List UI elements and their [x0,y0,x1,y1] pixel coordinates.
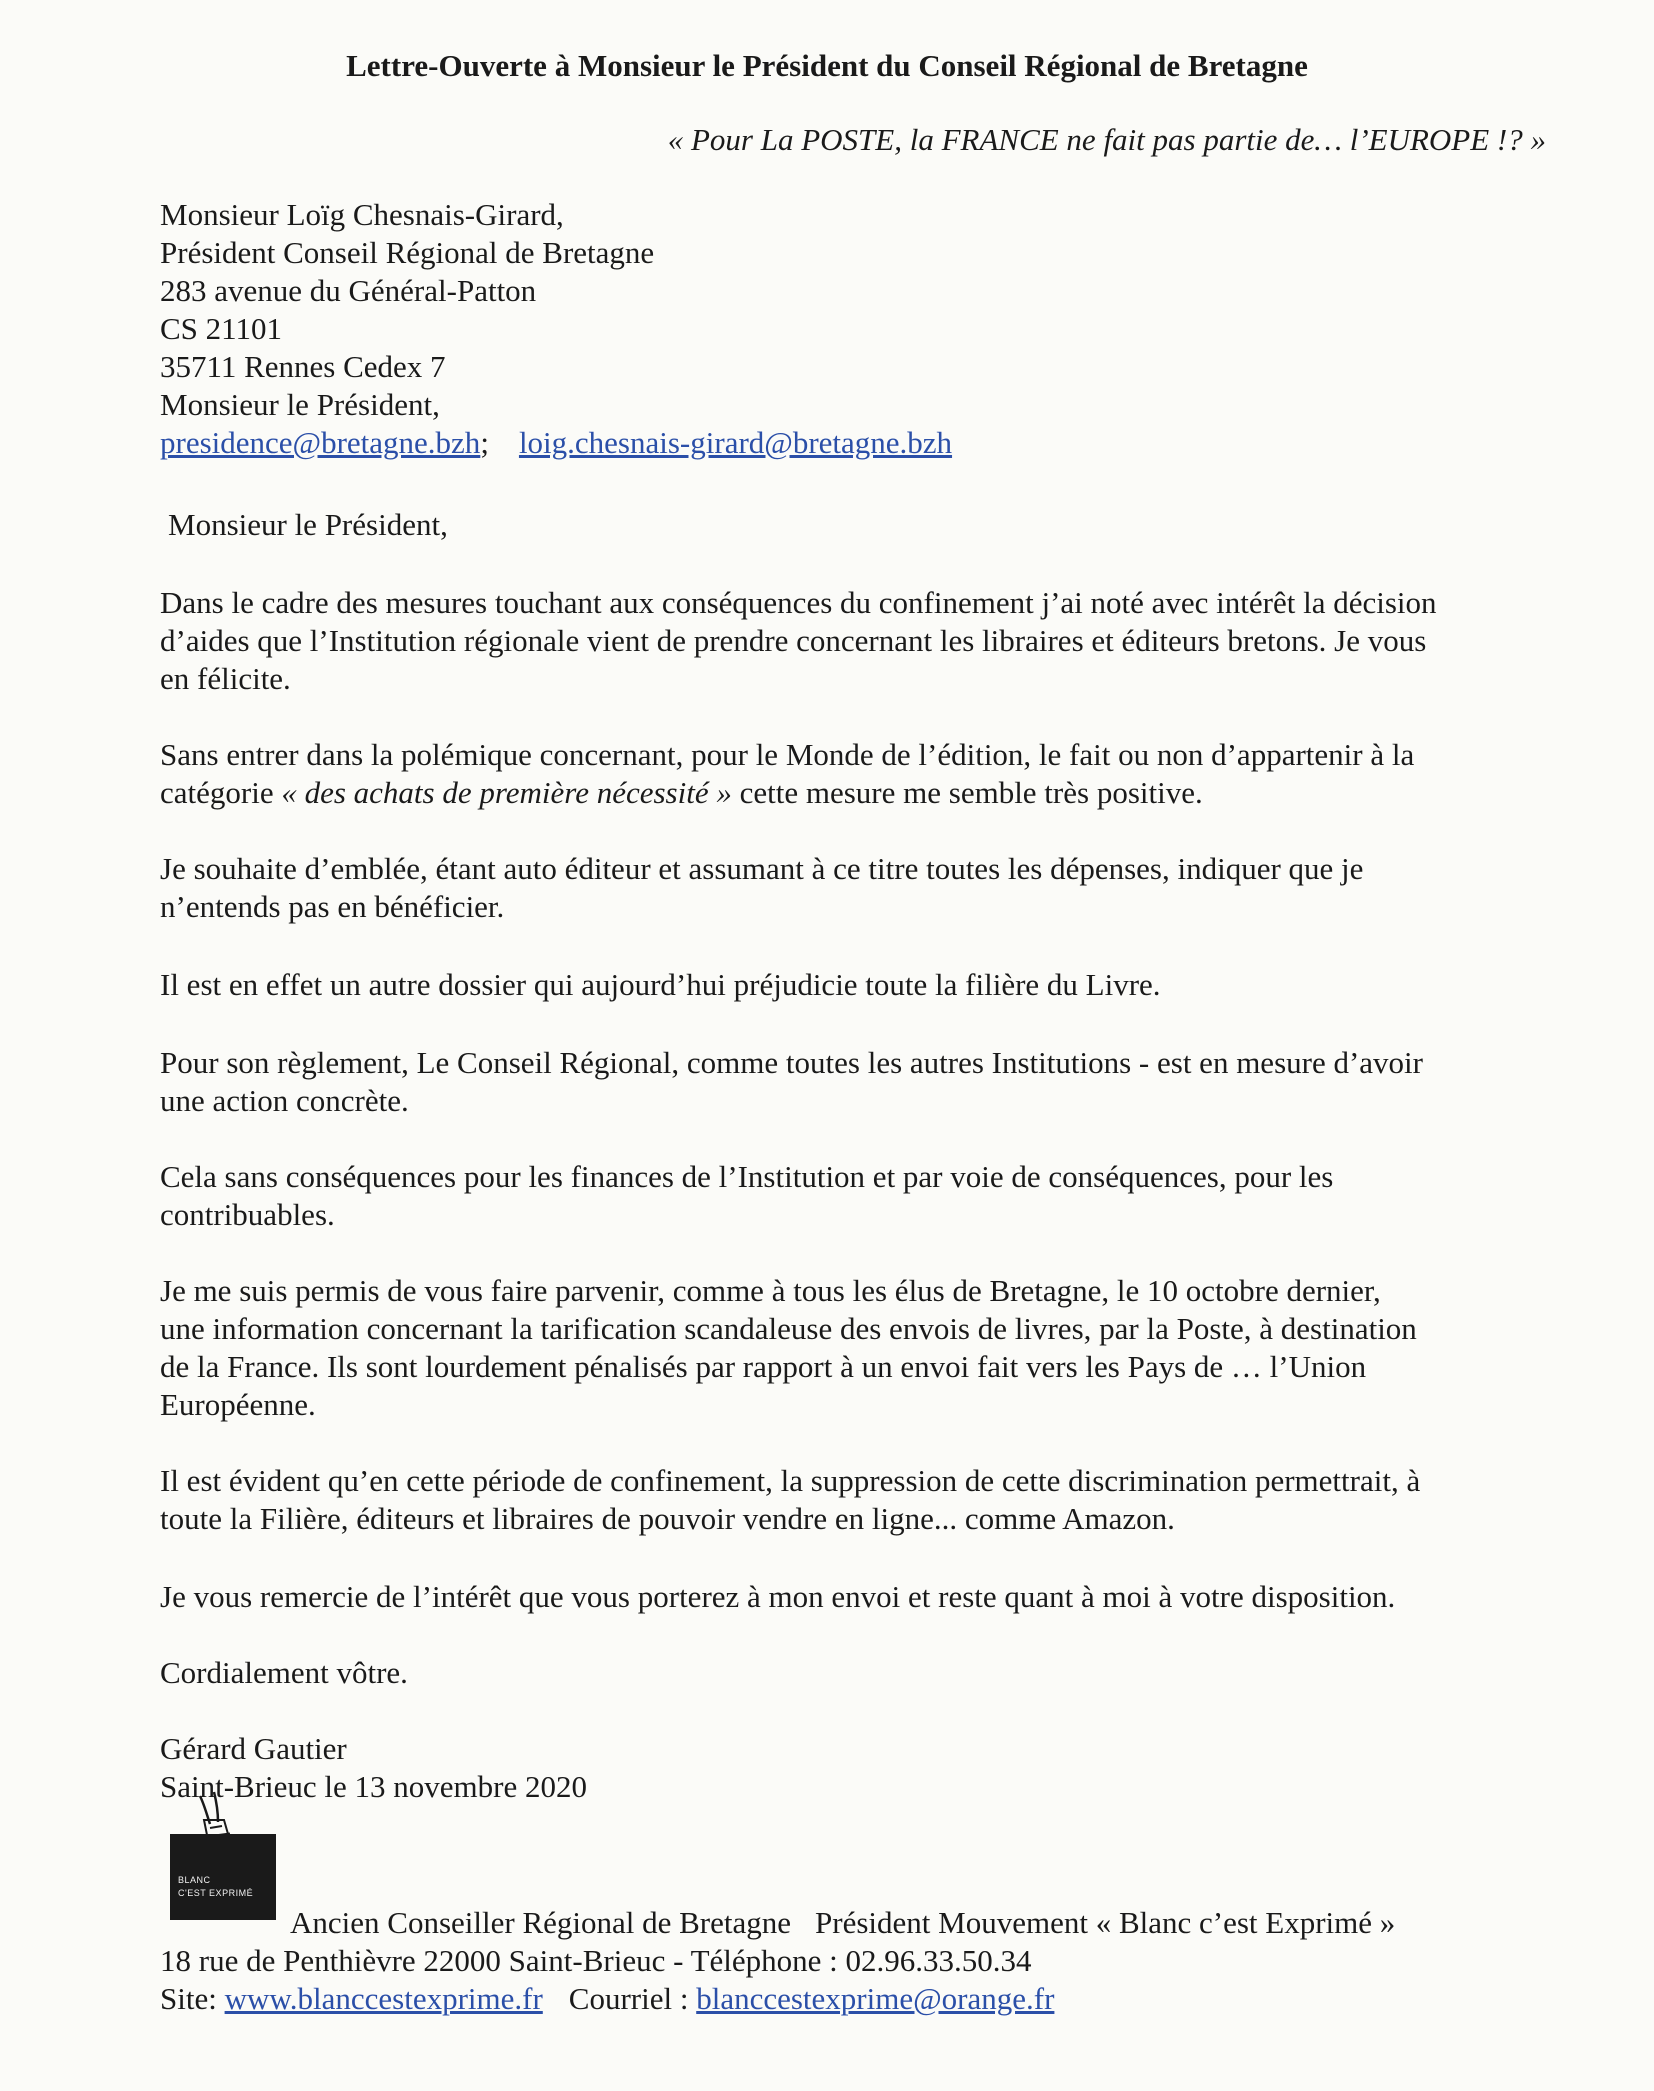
paragraph-line: n’entends pas en bénéficier. [160,889,505,924]
footer-mail-label: Courriel : [568,1981,697,2016]
paragraph-line: d’aides que l’Institution régionale vient de prendre concernant les libraires et éditeurs bretons. Je vous [160,623,1427,658]
greeting [168,506,1558,544]
email-separator: ; [480,425,489,460]
recipient-address-line: 283 avenue du Général-Patton [160,273,537,308]
paragraph-text: catégorie [160,775,282,810]
footer-links [160,1980,1580,2018]
footer-role: Président Mouvement « Blanc c’est Exprimé » [815,1905,1396,1940]
website-link[interactable]: www.blanccestexprime.fr [224,1981,543,2016]
paragraph-line: Il est en effet un autre dossier qui aujourd’hui préjudicie toute la filière du Livre. [160,967,1161,1002]
paragraph-line: en félicite. [160,661,291,696]
footer-role: Ancien Conseiller Régional de Bretagne [290,1905,792,1940]
closing-text: Cordialement vôtre. [160,1655,408,1690]
recipient-address-line: CS 21101 [160,311,283,346]
recipient-name: Monsieur Loïg Chesnais-Girard, [160,197,564,232]
recipient-emails [160,424,1550,462]
paragraph-line: une information concernant la tarification scandaleuse des envois de livres, par la Poste, à destination [160,1311,1417,1346]
email-link-presidence[interactable]: presidence@bretagne.bzh [160,425,481,460]
paragraph-7 [160,1272,1550,1424]
paragraph-line: Je souhaite d’emblée, étant auto éditeur et assumant à ce titre toutes les dépenses, indiquer que je [160,851,1364,886]
logo-text [178,1874,253,1900]
letter-subtitle: « Pour La POSTE, la FRANCE ne fait pas partie de… l’EUROPE !? » [667,122,1546,157]
paragraph-3 [160,850,1550,926]
paragraph-text: cette mesure me semble très positive. [731,775,1203,810]
paragraph-line: toute la Filière, éditeurs et libraires de pouvoir vendre en ligne... comme Amazon. [160,1501,1175,1536]
footer-contact [160,1942,1580,2018]
paragraph-line: contribuables. [160,1197,335,1232]
paragraph-6 [160,1158,1550,1234]
paragraph-2 [160,736,1550,812]
paragraph-line: Sans entrer dans la polémique concernant, pour le Monde de l’édition, le fait ou non d’appartenir à la [160,737,1415,772]
recipient-role: Président Conseil Régional de Bretagne [160,235,655,270]
italic-quote: « des achats de première nécessité » [281,775,732,810]
signature-place-date: Saint-Brieuc le 13 novembre 2020 [160,1769,588,1804]
paragraph-line: Pour son règlement, Le Conseil Régional, comme toutes les autres Institutions - est en mesure d’avoir [160,1045,1423,1080]
blanc-cest-exprime-logo [170,1790,276,1920]
paragraph-line: de la France. Ils sont lourdement pénalisés par rapport à un envoi fait vers les Pays de … l’Union [160,1349,1367,1384]
paragraph-line: Je me suis permis de vous faire parvenir, comme à tous les élus de Bretagne, le 10 octobre dernier, [160,1273,1381,1308]
paragraph-line: Je vous remercie de l’intérêt que vous porterez à mon envoi et reste quant à moi à votre disposition. [160,1579,1396,1614]
signature-name: Gérard Gautier [160,1731,347,1766]
logo-text-line: BLANC [178,1875,211,1885]
paragraph-line: Cela sans conséquences pour les finances de l’Institution et par voie de conséquences, pour les [160,1159,1334,1194]
paragraph-line: Dans le cadre des mesures touchant aux conséquences du confinement j’ai noté avec intérêt la décision [160,585,1437,620]
email-link-footer[interactable]: blanccestexprime@orange.fr [696,1981,1055,2016]
recipient-block [160,196,1550,462]
email-link-chesnais[interactable]: loig.chesnais-girard@bretagne.bzh [518,425,953,460]
paragraph-5 [160,1044,1550,1120]
closing [160,1654,1550,1692]
footer-site-label: Site: [160,1981,225,2016]
paragraph-8 [160,1462,1550,1538]
paragraph-line: une action concrète. [160,1083,409,1118]
footer-roles [290,1904,1395,1942]
paragraph-4 [160,966,1550,1004]
letter-title: Lettre-Ouverte à Monsieur le Président du Conseil Régional de Bretagne [346,48,1308,83]
footer-address: 18 rue de Penthièvre 22000 Saint-Brieuc - Téléphone : 02.96.33.50.34 [160,1943,1032,1978]
paragraph-line: Européenne. [160,1387,316,1422]
paragraph-line: Il est évident qu’en cette période de confinement, la suppression de cette discrimination permettrait, à [160,1463,1421,1498]
paragraph-line [160,774,1550,812]
paragraph-1 [160,584,1550,698]
paragraph-9 [160,1578,1550,1616]
logo-text-line: C'EST EXPRIMÉ [178,1888,254,1898]
greeting-text: Monsieur le Président, [168,507,448,542]
recipient-address-line: 35711 Rennes Cedex 7 [160,349,446,384]
signature-block [160,1730,1550,1806]
recipient-salutation: Monsieur le Président, [160,387,440,422]
